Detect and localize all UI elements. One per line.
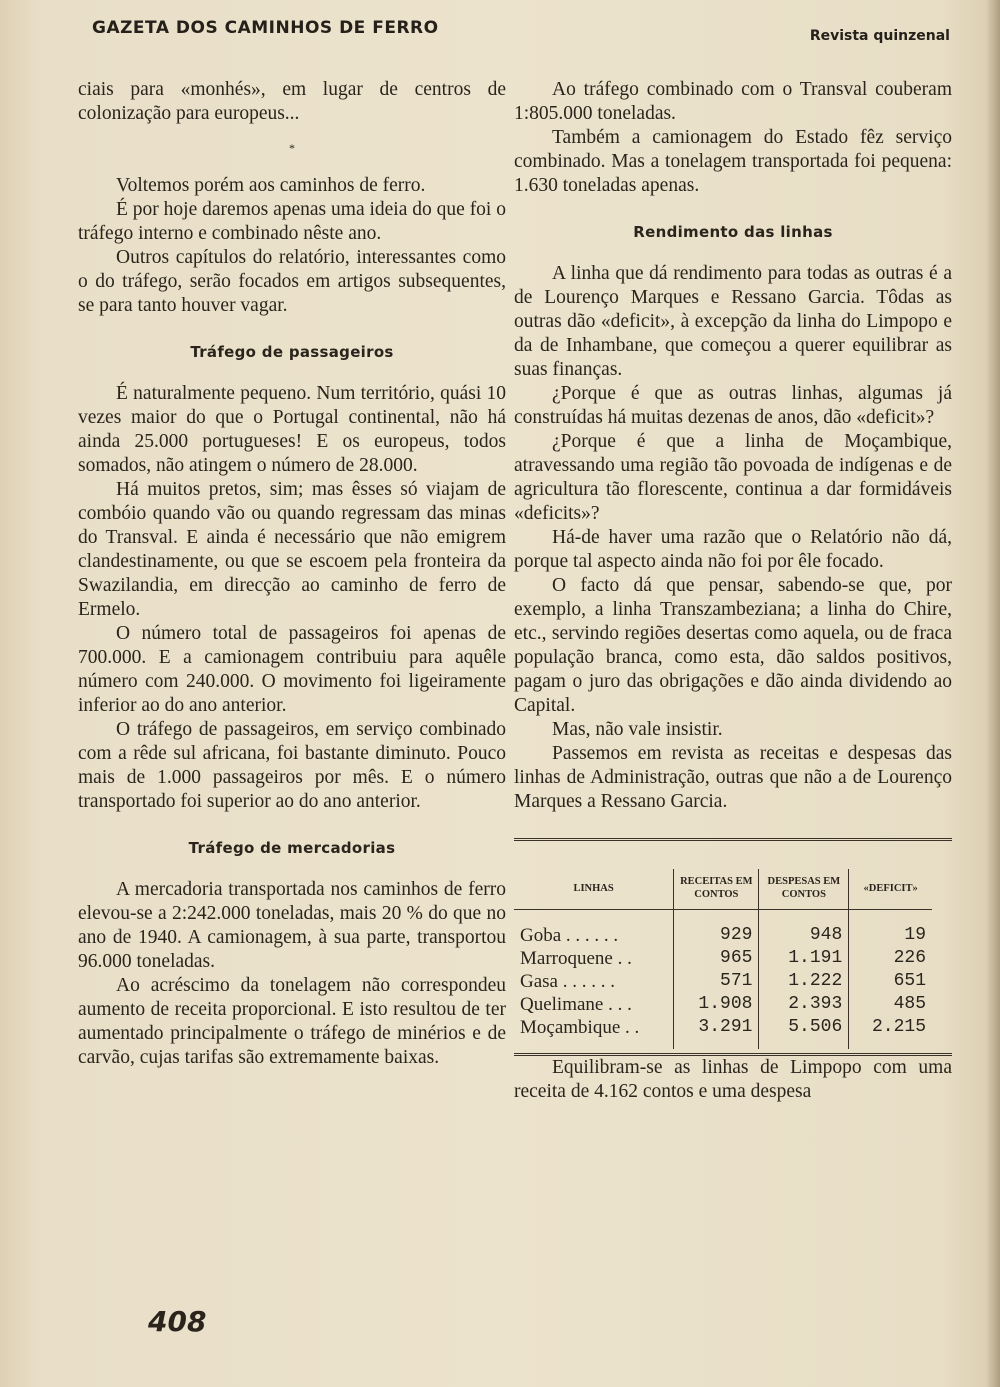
paragraph-razao: Há-de haver uma razão que o Relatório não dá, porque tal aspecto ainda não foi por êle focado. <box>514 527 952 572</box>
right-column <box>514 78 952 1104</box>
cell-receitas: 571 <box>674 970 759 993</box>
table-header-row <box>514 869 932 910</box>
cell-receitas: 965 <box>674 947 759 970</box>
table-row <box>514 993 932 1016</box>
heading-rendimento-linhas: Rendimento das linhas <box>633 223 833 241</box>
cell-despesas: 2.393 <box>759 993 849 1016</box>
publication-title: GAZETA DOS CAMINHOS DE FERRO <box>92 18 439 38</box>
page-number: 408 <box>148 1305 207 1338</box>
left-column <box>78 78 506 1070</box>
paragraph-intro: ciais para «monhés», em lugar de centros de colonização para europeus... <box>78 79 506 124</box>
cell-linha: Quelimane . . . <box>520 994 632 1015</box>
cell-deficit: 19 <box>849 910 932 948</box>
cell-deficit: 485 <box>849 993 932 1016</box>
paragraph-transval: Ao tráfego combinado com o Transval couberam 1:805.000 toneladas. <box>514 79 952 124</box>
table-row <box>514 910 932 948</box>
paragraph-linha: A linha que dá rendimento para todas as outras é a de Lourenço Marques e Ressano Garcia. Tôdas as outras dão «deficit», à excepção da linha do Limpopo e da de Inhambane, que começou a querer equilibrar as suas finanças. <box>514 263 952 380</box>
page-edge-shadow <box>986 0 1000 1387</box>
cell-linha: Moçambique . . <box>520 1017 640 1038</box>
heading-trafego-mercadorias: Tráfego de mercadorias <box>188 839 396 857</box>
table-row <box>514 1016 932 1049</box>
cell-despesas: 1.191 <box>759 947 849 970</box>
cell-receitas: 3.291 <box>674 1016 759 1049</box>
cell-deficit: 226 <box>849 947 932 970</box>
paragraph-equilibram: Equilibram-se as linhas de Limpopo com uma receita de 4.162 contos e uma despesa <box>514 1057 952 1102</box>
paragraph-passemos: Passemos em revista as receitas e despesas das linhas de Administração, outras que não a de Lourenço Marques a Ressano Garcia. <box>514 743 952 812</box>
running-header <box>92 18 950 48</box>
table-row <box>514 970 932 993</box>
finance-table-frame <box>514 838 952 1056</box>
paragraph-insistir: Mas, não vale insistir. <box>552 719 723 740</box>
cell-deficit: 2.215 <box>849 1016 932 1049</box>
cell-despesas: 5.506 <box>759 1016 849 1049</box>
paragraph-porque-2: ¿Porque é que a linha de Moçambique, atravessando uma região tão povoada de indígenas e de agricultura tão florescente, continua a dar formidáveis «deficits»? <box>514 431 952 524</box>
paragraph-mercadoria: A mercadoria transportada nos caminhos de ferro elevou-se a 2:242.000 toneladas, mais 20 % do que no ano de 1940. A camionagem, à sua parte, transportou 96.000 toneladas. <box>78 879 506 972</box>
paragraph-camionagem: Também a camionagem do Estado fêz serviço combinado. Mas a tonelagem transportada foi pequena: 1.630 toneladas apenas. <box>514 127 952 196</box>
paragraph-hoje: É por hoje daremos apenas uma ideia do que foi o tráfego interno e combinado nêste ano. <box>78 199 506 244</box>
header-deficit: «DEFICIT» <box>849 869 932 910</box>
paragraph-pretos: Há muitos pretos, sim; mas êsses só viajam de combóio quando vão ou quando regressam das minas do Transval. E ainda é necessário que não emigrem clandestinamente, ou que se escoem pela fronteira da Swazilandia, em direcção ao caminho de ferro de Ermelo. <box>78 479 506 620</box>
cell-receitas: 929 <box>674 910 759 948</box>
header-despesas: DESPESAS EM CONTOS <box>759 869 849 910</box>
cell-linha: Goba . . . . . . <box>520 925 619 946</box>
paragraph-outros: Outros capítulos do relatório, interessantes como o do tráfego, serão focados em artigos subsequentes, se para tanto houver vagar. <box>78 247 506 316</box>
table-row <box>514 947 932 970</box>
paragraph-porque-1: ¿Porque é que as outras linhas, algumas já construídas há muitas dezenas de anos, dão «deficit»? <box>514 383 952 428</box>
cell-despesas: 1.222 <box>759 970 849 993</box>
paragraph-facto: O facto dá que pensar, sabendo-se que, por exemplo, a linha Transzambeziana; a linha do Chire, etc., servindo regiões desertas como aquela, ou de fraca população branca, como esta, dão saldos positivos, pagam o juro das obrigações e dão ainda dividendo ao Capital. <box>514 575 952 716</box>
paragraph-naturalmente: É naturalmente pequeno. Num território, quási 10 vezes maior do que o Portugal continental, não há ainda 25.000 portugueses! E os europeus, todos somados, não atingem o número de 28.000. <box>78 383 506 476</box>
finance-table <box>514 869 932 1049</box>
paragraph-acrescimo: Ao acréscimo da tonelagem não correspondeu aumento de receita proporcional. E isto resultou de ter aumentado principalmente o tráfego de minérios e de carvão, cujas tarifas são extremamente baixas. <box>78 975 506 1068</box>
cell-linha: Marroquene . . <box>520 948 632 969</box>
header-linhas: LINHAS <box>514 869 674 910</box>
cell-despesas: 948 <box>759 910 849 948</box>
heading-trafego-passageiros: Tráfego de passageiros <box>190 343 394 361</box>
section-separator: * <box>289 141 295 155</box>
section-title: Revista quinzenal <box>809 28 950 44</box>
paragraph-voltemos: Voltemos porém aos caminhos de ferro. <box>116 175 426 196</box>
cell-receitas: 1.908 <box>674 993 759 1016</box>
cell-deficit: 651 <box>849 970 932 993</box>
cell-linha: Gasa . . . . . . <box>520 971 615 992</box>
paragraph-numero: O número total de passageiros foi apenas de 700.000. E a camionagem contribuiu para aquêle número com 240.000. O movimento foi ligeiramente inferior ao do ano anterior. <box>78 623 506 716</box>
header-receitas: RECEITAS EM CONTOS <box>674 869 759 910</box>
paragraph-combinado: O tráfego de passageiros, em serviço combinado com a rêde sul africana, foi bastante diminuto. Pouco mais de 1.000 passageiros por mês. E o número transportado foi superior ao do ano anterior. <box>78 719 506 812</box>
